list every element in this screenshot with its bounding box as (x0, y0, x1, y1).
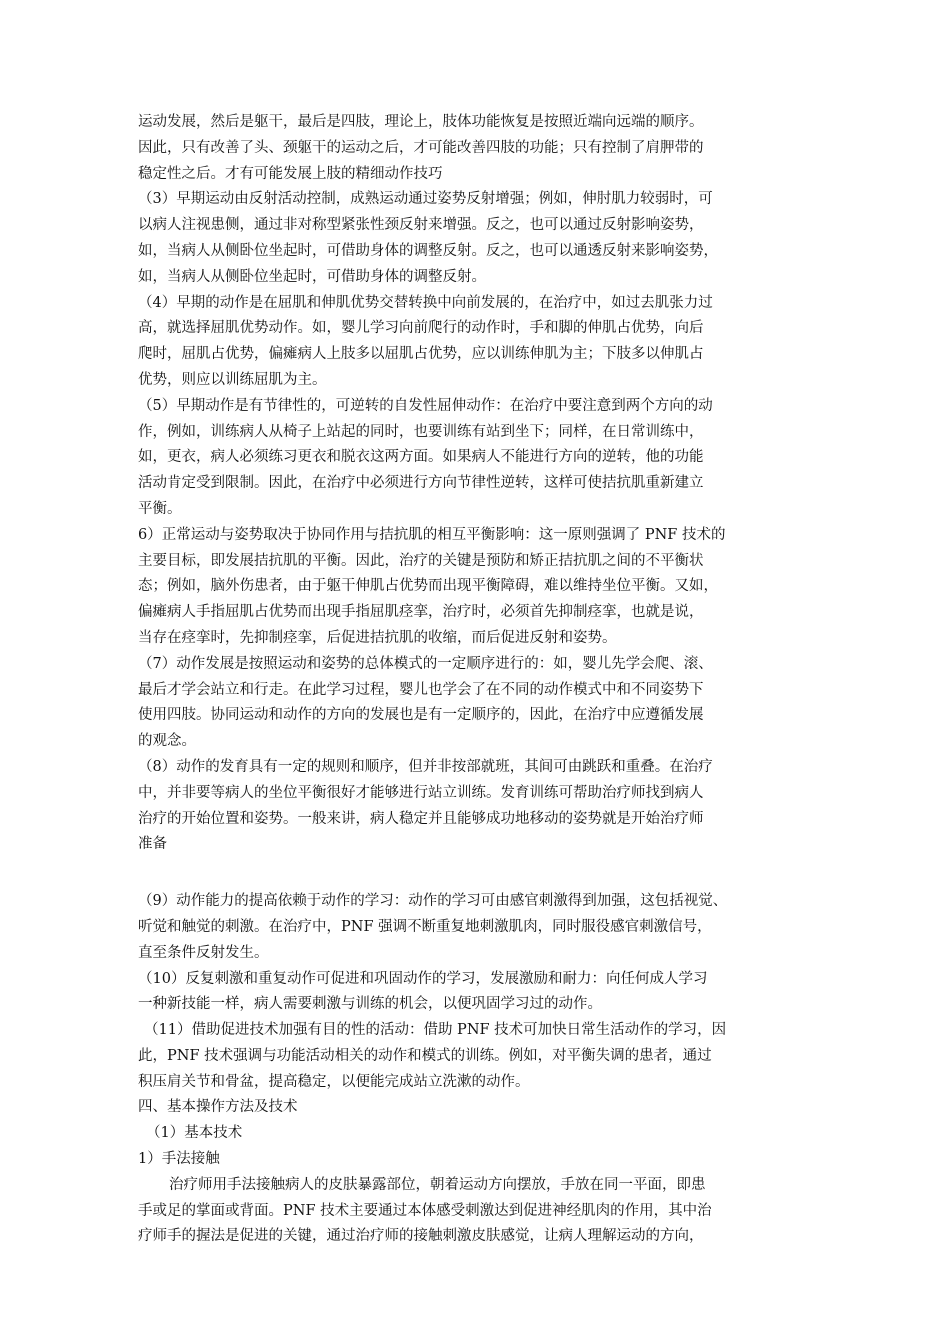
text-line: 准备 (138, 836, 167, 853)
text-line: 中，并非要等病人的坐位平衡很好才能够进行站立训练。发育训练可帮助治疗师找到病人 (138, 784, 704, 801)
text-line: 爬时，屈肌占优势，偏瘫病人上肢多以屈肌占优势，应以训练伸肌为主；下肢多以伸肌占 (138, 346, 704, 363)
subsection-heading: 1）手法接触 (138, 1151, 220, 1168)
section-heading: 四、基本操作方法及技术 (138, 1099, 298, 1116)
document-body (138, 110, 820, 1250)
text-line: 积压肩关节和骨盆，提高稳定，以便能完成站立洗漱的动作。 (138, 1073, 530, 1090)
text-line: 偏瘫病人手指屈肌占优势而出现手指屈肌痉挛，治疗时，必须首先抑制痉挛，也就是说， (138, 604, 704, 621)
text-line: 平衡。 (138, 500, 182, 517)
text-line: 以病人注视患侧，通过非对称型紧张性颈反射来增强。反之，也可以通过反射影响姿势， (138, 217, 704, 234)
text-line: 直至条件反射发生。 (138, 944, 269, 961)
text-line: 主要目标，即发展拮抗肌的平衡。因此，治疗的关键是预防和矫正拮抗肌之间的不平衡状 (138, 552, 704, 569)
text-line: 态；例如，脑外伤患者，由于躯干伸肌占优势而出现平衡障碍，难以维持坐位平衡。又如， (138, 578, 718, 595)
text-line: 如，更衣，病人必须练习更衣和脱衣这两方面。如果病人不能进行方向的逆转，他的功能 (138, 449, 704, 466)
subsection-heading: （1）基本技术 (146, 1125, 243, 1142)
text-line: 治疗的开始位置和姿势。一般来讲，病人稳定并且能够成功地移动的姿势就是开始治疗师 (138, 810, 704, 827)
text-line: （10）反复刺激和重复动作可促进和巩固动作的学习，发展激励和耐力：向任何成人学习 (138, 970, 708, 987)
text-line: （4）早期的动作是在屈肌和伸肌优势交替转换中向前发展的，在治疗中，如过去肌张力过 (138, 294, 713, 311)
text-line: 手或足的掌面或背面。PNF 技术主要通过本体感受刺激达到促进神经肌肉的作用，其中治 (138, 1202, 712, 1219)
text-line: 如，当病人从侧卧位坐起时，可借助身体的调整反射。反之，也可以通透反射来影响姿势， (138, 242, 718, 259)
text-line: （3）早期运动由反射活动控制，成熟运动通过姿势反射增强；例如，伸肘肌力较弱时，可 (138, 191, 713, 208)
text-line: （8）动作的发育具有一定的规则和顺序，但并非按部就班，其间可由跳跃和重叠。在治疗 (138, 758, 713, 775)
text-line: 作，例如，训练病人从椅子上站起的同时，也要训练有站到坐下；同样，在日常训练中， (138, 423, 704, 440)
text-line: 活动肯定受到限制。因此，在治疗中必须进行方向节律性逆转，这样可使拮抗肌重新建立 (138, 475, 704, 492)
text-line: 使用四肢。协同运动和动作的方向的发展也是有一定顺序的，因此，在治疗中应遵循发展 (138, 707, 704, 724)
text-line: 稳定性之后。才有可能发展上肢的精细动作技巧 (138, 165, 443, 182)
text-line: 疗师手的握法是促进的关键，通过治疗师的接触刺激皮肤感觉，让病人理解运动的方向， (138, 1228, 704, 1245)
text-line: 如，当病人从侧卧位坐起时，可借助身体的调整反射。 (138, 268, 486, 285)
text-line: （5）早期动作是有节律性的，可逆转的自发性屈伸动作：在治疗中要注意到两个方向的动 (138, 397, 713, 414)
text-line: 当存在痉挛时，先抑制痉挛，后促进拮抗肌的收缩，而后促进反射和姿势。 (138, 629, 617, 646)
blank-line (138, 858, 820, 889)
text-line: 6）正常运动与姿势取决于协同作用与拮抗肌的相互平衡影响：这一原则强调了 PNF 技术的 (138, 526, 726, 543)
text-line: （7）动作发展是按照运动和姿势的总体模式的一定顺序进行的：如，婴儿先学会爬、滚、 (138, 655, 713, 672)
text-line: 听觉和触觉的刺激。在治疗中，PNF 强调不断重复地刺激肌肉，同时服役感官刺激信号， (138, 918, 712, 935)
text-line: 运动发展，然后是躯干，最后是四肢，理论上，肢体功能恢复是按照近端向远端的顺序。 (138, 114, 704, 130)
text-line: 优势，则应以训练屈肌为主。 (138, 371, 327, 388)
text-line: 一种新技能一样，病人需要刺激与训练的机会，以便巩固学习过的动作。 (138, 996, 602, 1013)
text-line: （11）借助促进技术加强有目的性的活动：借助 PNF 技术可加快日常生活动作的学习，因 (144, 1022, 727, 1039)
text-line: 此，PNF 技术强调与功能活动相关的动作和模式的训练。例如，对平衡失调的患者，通过 (138, 1047, 712, 1064)
text-line: 最后才学会站立和行走。在此学习过程，婴儿也学会了在不同的动作模式中和不同姿势下 (138, 681, 704, 698)
text-line: （9）动作能力的提高依赖于动作的学习：动作的学习可由感官刺激得到加强，这包括视觉、 (138, 893, 728, 910)
text-line: 高，就选择屈肌优势动作。如，婴儿学习向前爬行的动作时，手和脚的伸肌占优势，向后 (138, 320, 704, 337)
text-line: 的观念。 (138, 733, 196, 750)
text-line: 因此，只有改善了头、颈躯干的运动之后，才可能改善四肢的功能；只有控制了肩胛带的 (138, 139, 704, 156)
text-line: 治疗师用手法接触病人的皮肤暴露部位，朝着运动方向摆放，手放在同一平面，即患 (169, 1176, 706, 1193)
